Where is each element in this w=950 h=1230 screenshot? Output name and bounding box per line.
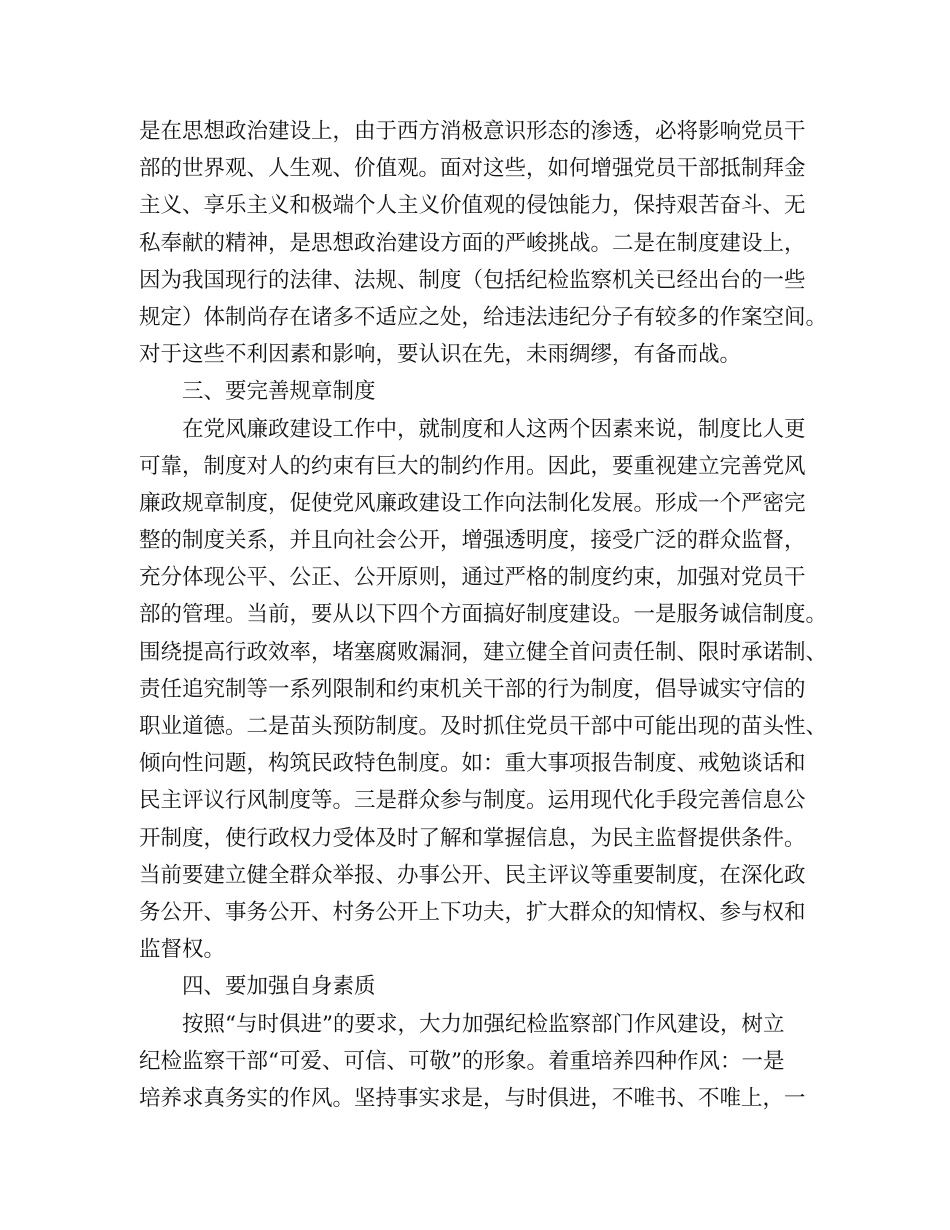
paragraph-line: 纪检监察干部“可爱、可信、可敬”的形象。着重培养四种作风：一是 <box>139 1048 785 1074</box>
paragraph-line: 民主评议行风制度等。三是群众参与制度。运用现代化手段完善信息公 <box>139 788 806 814</box>
paragraph-line: 培养求真务实的作风。坚持事实求是，与时俱进，不唯书、不唯上，一 <box>139 1085 806 1111</box>
paragraph-line: 当前要建立健全群众举报、办事公开、民主评议等重要制度，在深化政 <box>139 862 806 888</box>
paragraph-line: 可靠，制度对人的约束有巨大的制约作用。因此，要重视建立完善党风 <box>139 453 806 479</box>
paragraph-line: 职业道德。二是苗头预防制度。及时抓住党员干部中可能出现的苗头性、 <box>139 714 828 739</box>
paragraph-line: 监督权。 <box>139 937 226 963</box>
paragraph-line: 按照“与时俱进”的要求，大力加强纪检监察部门作风建设，树立 <box>182 1011 785 1037</box>
paragraph-line: 倾向性问题，构筑民政特色制度。如：重大事项报告制度、戒勉谈话和 <box>139 751 806 777</box>
section-heading: 四、要加强自身素质 <box>182 974 376 1000</box>
paragraph-line: 主义、享乐主义和极端个人主义价值观的侵蚀能力，保持艰苦奋斗、无 <box>139 193 806 219</box>
paragraph-line: 规定）体制尚存在诸多不适应之处，给违法违纪分子有较多的作案空间。 <box>139 304 828 330</box>
paragraph-line: 对于这些不利因素和影响，要认识在先，未雨绸缪，有备而战。 <box>139 342 742 368</box>
paragraph-line: 私奉献的精神，是思想政治建设方面的严峻挑战。二是在制度建设上， <box>139 230 806 256</box>
paragraph-line: 因为我国现行的法律、法规、制度（包括纪检监察机关已经出台的一些 <box>139 267 806 293</box>
section-heading: 三、要完善规章制度 <box>182 379 376 405</box>
paragraph-line: 是在思想政治建设上，由于西方消极意识形态的渗透，必将影响党员干 <box>139 119 806 144</box>
paragraph-line: 责任追究制等一系列限制和约束机关干部的行为制度，倡导诚实守信的 <box>139 676 806 702</box>
paragraph-line: 务公开、事务公开、村务公开上下功夫，扩大群众的知情权、参与权和 <box>139 899 806 925</box>
paragraph-line: 部的世界观、人生观、价值观。面对这些，如何增强党员干部抵制拜金 <box>139 156 806 182</box>
paragraph-line: 开制度，使行政权力受体及时了解和掌握信息，为民主监督提供条件。 <box>139 825 806 851</box>
paragraph-line: 部的管理。当前，要从以下四个方面搞好制度建设。一是服务诚信制度。 <box>139 602 828 628</box>
paragraph-line: 廉政规章制度，促使党风廉政建设工作向法制化发展。形成一个严密完 <box>139 490 806 516</box>
paragraph-line: 在党风廉政建设工作中，就制度和人这两个因素来说，制度比人更 <box>182 416 806 442</box>
document-body <box>139 113 829 1117</box>
paragraph-line: 充分体现公平、公正、公开原则，通过严格的制度约束，加强对党员干 <box>139 565 806 591</box>
paragraph-line: 围绕提高行政效率，堵塞腐败漏洞，建立健全首问责任制、限时承诺制、 <box>139 639 828 665</box>
paragraph-line: 整的制度关系，并且向社会公开，增强透明度，接受广泛的群众监督， <box>139 528 806 554</box>
